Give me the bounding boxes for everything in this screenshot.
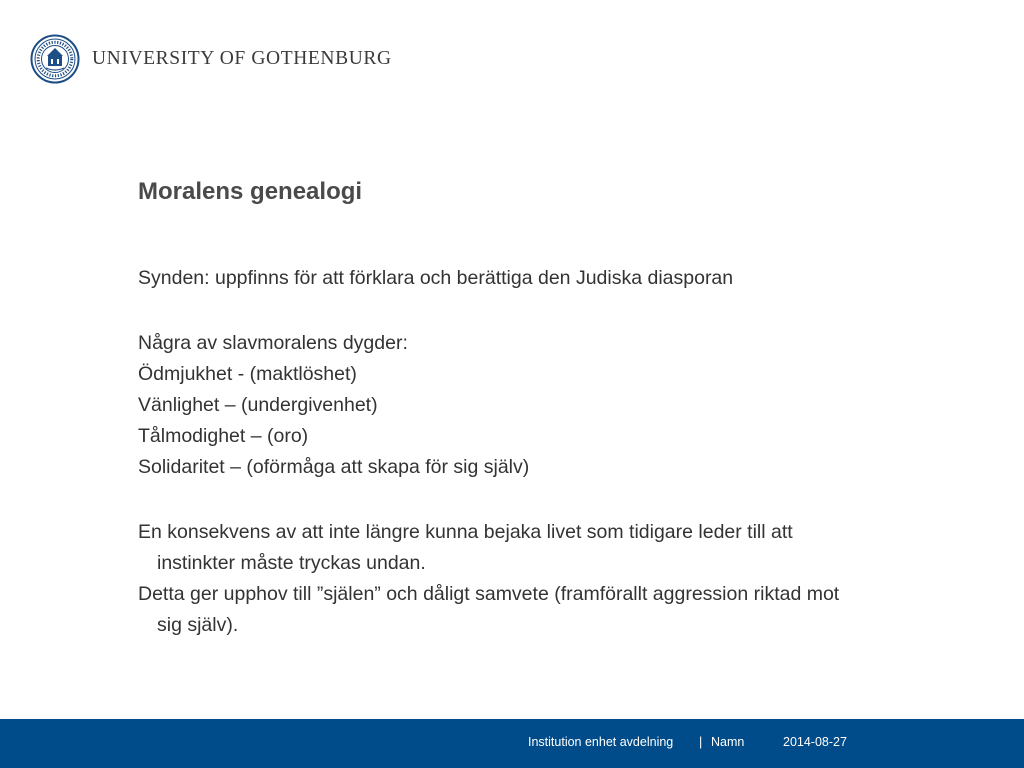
header (30, 33, 392, 85)
consequence-paragraph: En konsekvens av att inte längre kunna bejaka livet som tidigare leder till att instinkter måste tryckas undan. (138, 521, 793, 574)
footer-separator: | (699, 735, 703, 749)
virtues-heading: Några av slavmoralens dygder: (138, 332, 408, 354)
footer-date: 2014-08-27 (783, 735, 847, 749)
footer-bar (0, 719, 1024, 768)
virtue-item: Tålmodighet – (oro) (138, 425, 309, 447)
soul-paragraph: Detta ger upphov till ”själen” och dåligt samvete (framförallt aggression riktad mot sig själv). (138, 583, 840, 636)
university-seal-icon (30, 34, 80, 84)
virtue-item: Solidaritet – (oförmåga att skapa för sig själv) (138, 456, 530, 478)
sin-paragraph: Synden: uppfinns för att förklara och berättiga den Judiska diasporan (138, 267, 734, 289)
virtue-item: Vänlighet – (undergivenhet) (138, 394, 378, 416)
footer-name: Namn (711, 735, 745, 749)
university-name: UNIVERSITY OF GOTHENBURG (92, 48, 392, 69)
footer-department: Institution enhet avdelning (528, 735, 674, 749)
slide-title: Moralens genealogi (138, 178, 363, 205)
slide-body (138, 263, 868, 641)
virtue-item: Ödmjukhet - (maktlöshet) (138, 363, 357, 385)
